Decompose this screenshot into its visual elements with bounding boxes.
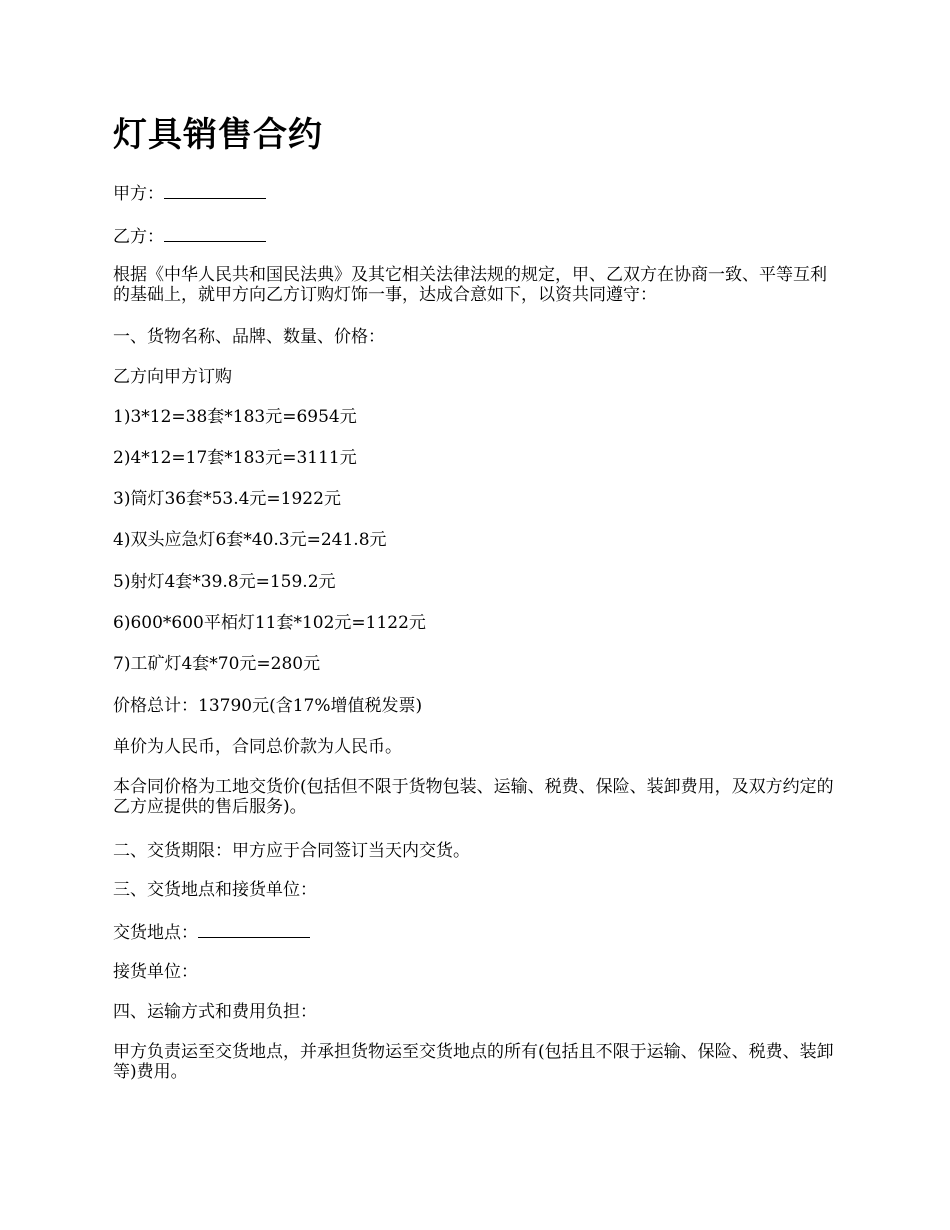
- receiver-line: 接货单位：: [113, 962, 198, 982]
- section-4-heading: 四、运输方式和费用负担：: [113, 1002, 317, 1022]
- currency-note: 单价为人民币，合同总价款为人民币。: [113, 737, 402, 757]
- delivery-place-blank: [198, 921, 310, 938]
- party-a-blank: [164, 182, 266, 199]
- item-5: 5)射灯4套*39.8元=159.2元: [113, 572, 336, 592]
- intro-paragraph: 根据《中华人民共和国民法典》及其它相关法律法规的规定，甲、乙双方在协商一致、平等互利的基础上，就甲方向乙方订购灯饰一事，达成合意如下，以资共同遵守：: [113, 265, 827, 305]
- party-b-label: 乙方：: [113, 227, 164, 247]
- party-b-line: [113, 225, 838, 247]
- delivery-place-label: 交货地点：: [113, 923, 198, 943]
- item-1: 1)3*12=38套*183元=6954元: [113, 407, 357, 427]
- price-total: 价格总计：13790元(含17%增值税发票): [113, 696, 423, 716]
- section-2: 二、交货期限：甲方应于合同签订当天内交货。: [113, 841, 470, 861]
- price-terms-paragraph: 本合同价格为工地交货价(包括但不限于货物包装、运输、税费、保险、装卸费用，及双方约定的乙方应提供的售后服务)。: [113, 777, 834, 817]
- document-title: 灯具销售合约: [113, 115, 323, 155]
- delivery-place-line: [113, 921, 838, 943]
- item-4: 4)双头应急灯6套*40.3元=241.8元: [113, 530, 387, 550]
- party-a-line: [113, 182, 838, 204]
- item-7: 7)工矿灯4套*70元=280元: [113, 654, 321, 674]
- section-1-heading: 一、货物名称、品牌、数量、价格：: [113, 327, 385, 347]
- item-6: 6)600*600平栢灯11套*102元=1122元: [113, 613, 426, 633]
- transport-terms-paragraph: 甲方负责运至交货地点，并承担货物运至交货地点的所有(包括且不限于运输、保险、税费、装卸等)费用。: [113, 1042, 834, 1082]
- party-b-blank: [164, 225, 266, 242]
- party-a-label: 甲方：: [113, 184, 164, 204]
- section-3-heading: 三、交货地点和接货单位：: [113, 880, 317, 900]
- order-intro: 乙方向甲方订购: [113, 367, 232, 387]
- item-3: 3)筒灯36套*53.4元=1922元: [113, 489, 341, 509]
- item-2: 2)4*12=17套*183元=3111元: [113, 448, 357, 468]
